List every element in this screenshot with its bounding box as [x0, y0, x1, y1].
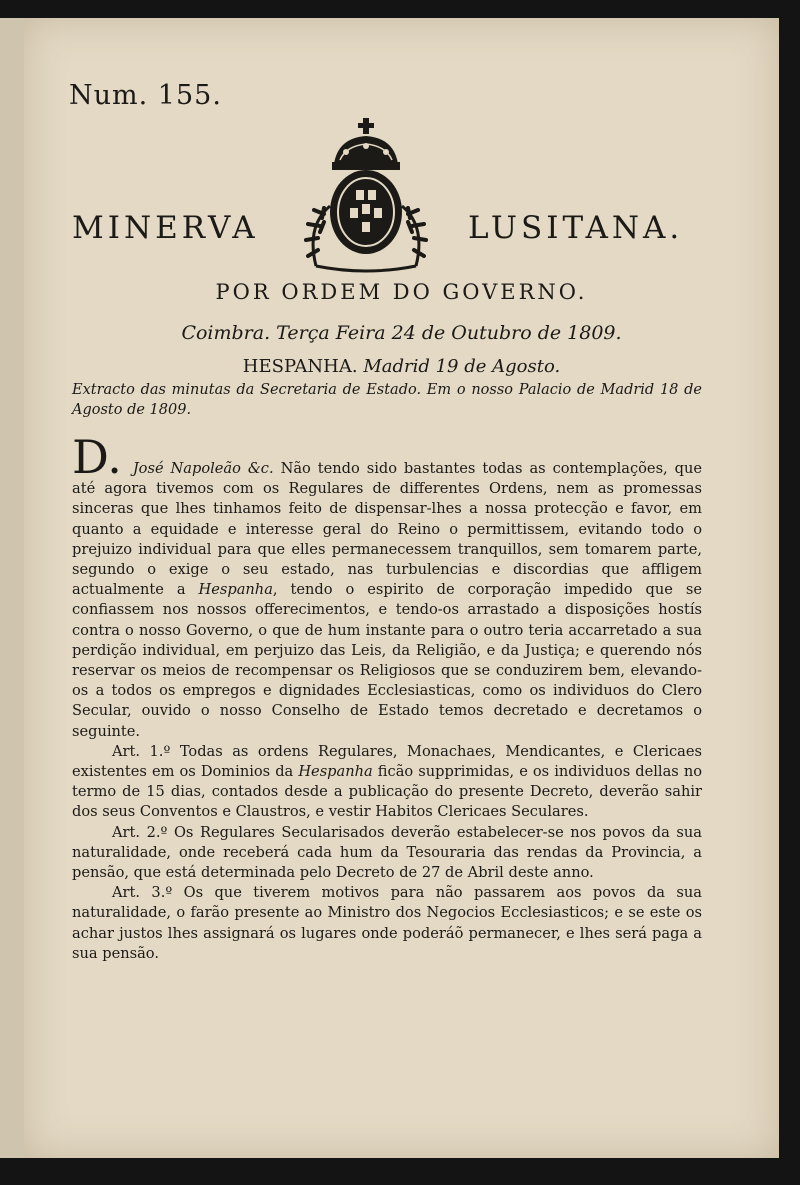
previous-page-edge: [0, 18, 24, 1158]
article-3: [72, 883, 702, 964]
drop-cap: D.: [72, 430, 122, 484]
issue-number: Num. 155.: [69, 80, 222, 111]
section-country: HESPANHA.: [242, 356, 358, 377]
section-heading: [24, 356, 779, 377]
intro-paragraph: [72, 430, 703, 742]
title-left: MINERVA: [72, 210, 259, 246]
article-2-text: Os Regulares Secularisados deverão estabelecer-se nos povos da sua naturalidade, onde receberá cada hum da Tesouraria das rendas da Provincia, a pensão, que está determinada pelo Decreto de 27 de Abril deste anno.: [72, 823, 702, 882]
title-right: LUSITANA.: [468, 210, 684, 246]
article-1: [72, 742, 702, 823]
article-body: [72, 430, 703, 964]
dateline: Coimbra. Terça Feira 24 de Outubro de 1809.: [181, 322, 622, 344]
article-1-text-a: Todas as ordens Regulares, Monachaes, Mendicantes, e Clericaes existentes em os Dominios da: [72, 742, 702, 781]
article-2: [72, 823, 702, 884]
intro-text-italic: Hespanha: [198, 581, 273, 599]
intro-text-a: Não tendo sido bastantes todas as contemplações, que até agora tivemos com os Regulares de differentes Ordens, nem as promessas sinceras que lhes tinhamos feito de dispensar-lhes a nossa protecção e favor, em quanto a equidade e interesse geral do Reino o permittissem, evitando todo o prejuizo individual para que elles permanecessem tranquillos, sem tomarem parte, segundo o exige o seu estado, nas turbulencias e discordias que affligem actualmente a: [72, 460, 703, 599]
article-3-text: Os que tiverem motivos para não passarem aos povos da sua naturalidade, o farão presente ao Ministro dos Negocios Ecclesiasticos; e se este os achar justos lhes assignará os lugares onde poderáõ permanecer, e lhes será paga a sua pensão.: [72, 884, 702, 962]
article-3-label: Art. 3.º: [112, 884, 173, 902]
article-2-label: Art. 2.º: [112, 823, 168, 841]
article-1-text-italic: Hespanha: [298, 763, 373, 781]
article-1-label: Art. 1.º: [112, 742, 171, 760]
intro-text-b: , tendo o espirito de corporação impedido que se confiassem nos nossos offerecimentos, e tendo-os arrastado a disposições hostís contra o nosso Governo, o que de hum instante para o outro teria accarretado a sua perdição individual, em perjuizo das Leis, da Religião, e da Justiça; e querendo nós reservar os meios de recompensar os Religiosos que se conduzirem bem, elevando-os a todos os empregos e dignidades Ecclesiasticas, como os individuos do Clero Secular, ouvido o nosso Conselho de Estado temos decretado e decretamos o seguinte.: [72, 581, 702, 740]
section-place-date: Madrid 19 de Agosto.: [363, 356, 561, 377]
article-1-text-b: ficão supprimidas, e os individuos dellas no termo de 15 dias, contados desde a publicação do presente Decreto, deverão sahir dos seus Conventos e Claustros, e vestir Habitos Clericaes Seculares.: [72, 763, 703, 821]
salutation: José Napoleão &c.: [132, 460, 274, 477]
newspaper-page: [24, 18, 779, 1158]
subtitle: POR ORDEM DO GOVERNO.: [215, 280, 588, 304]
extract-line: Extracto das minutas da Secretaria de Estado. Em o nosso Palacio de Madrid 18 de Agosto de 1809.: [72, 382, 702, 418]
royal-coat-of-arms-icon: [286, 116, 446, 276]
